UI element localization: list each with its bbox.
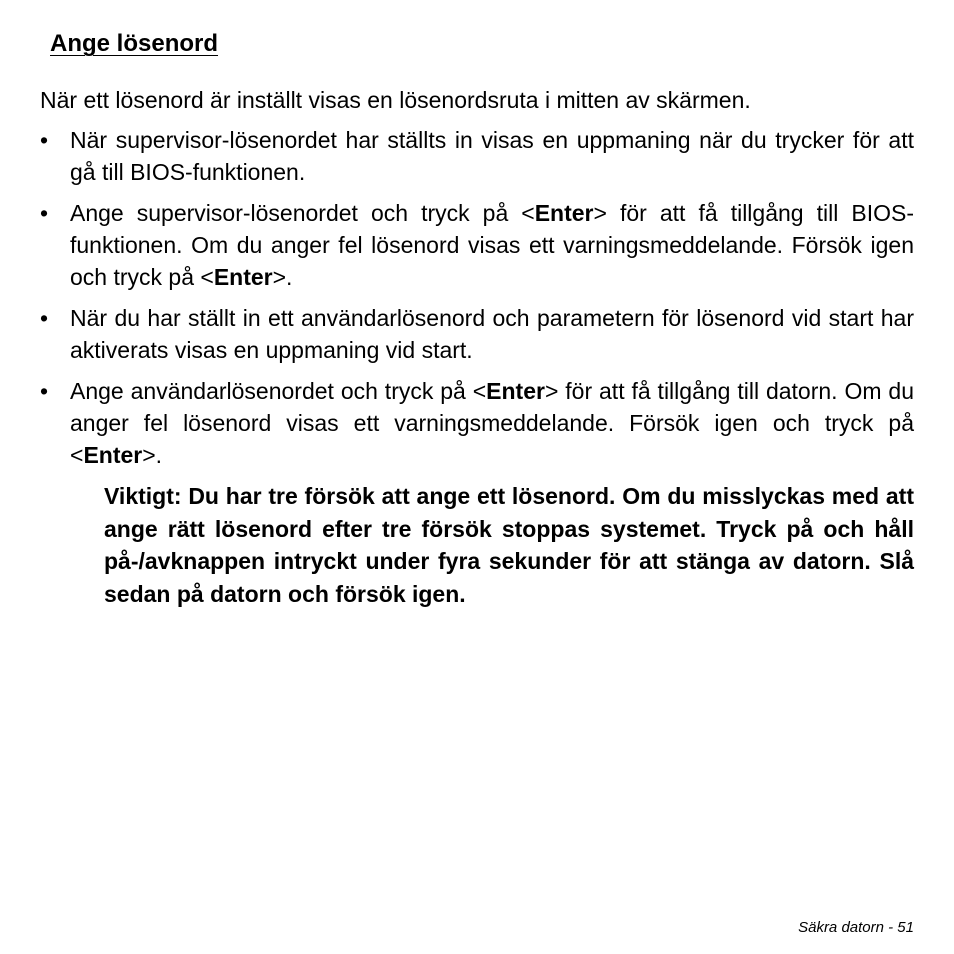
bullet-marker: •	[40, 200, 49, 226]
page-heading: Ange lösenord	[50, 30, 219, 57]
list-item-text: > för att få tillgång till datorn. Om du anger fel lösenord visas ett varningsmeddelande. Försök igen och tryck på <	[70, 378, 914, 468]
list-item-text: När supervisor-lösenordet har ställts in visas en uppmaning när du trycker för att gå till BIOS-funktionen.	[70, 127, 914, 185]
bullet-marker: •	[40, 305, 49, 331]
list-item	[40, 302, 914, 366]
enter-key-label: Enter	[83, 442, 143, 468]
list-item	[40, 124, 914, 188]
list-item-text: >.	[272, 264, 293, 290]
bullet-list	[40, 124, 914, 480]
important-note: Viktigt: Du har tre försök att ange ett lösenord. Om du misslyckas med att ange rätt lösenord efter tre försök stoppas systemet. Tryck på och håll på-/avknappen intryckt under fyra sekunder för att stänga av datorn. Slå sedan på datorn och försök igen.	[104, 483, 914, 607]
list-item-text: Ange supervisor-lösenordet och tryck på <	[70, 200, 535, 226]
bullet-marker: •	[40, 378, 49, 404]
enter-key-label: Enter	[486, 378, 545, 404]
list-item	[40, 375, 914, 471]
bullet-marker: •	[40, 127, 49, 153]
list-item-text: > för att få tillgång till BIOS-funktionen. Om du anger fel lösenord visas ett varningsmeddelande. Försök igen och tryck på <	[70, 200, 914, 290]
page-footer: Säkra datorn - 51	[798, 919, 914, 936]
list-item	[40, 197, 914, 293]
enter-key-label: Enter	[534, 200, 594, 226]
enter-key-label: Enter	[213, 264, 273, 290]
list-item-text: Ange användarlösenordet och tryck på <	[70, 378, 487, 404]
intro-paragraph: När ett lösenord är inställt visas en lösenordsruta i mitten av skärmen.	[40, 87, 751, 113]
list-item-text: När du har ställt in ett användarlösenord och parametern för lösenord vid start har aktiverats visas en uppmaning vid start.	[70, 305, 914, 363]
list-item-text: >.	[142, 442, 163, 468]
